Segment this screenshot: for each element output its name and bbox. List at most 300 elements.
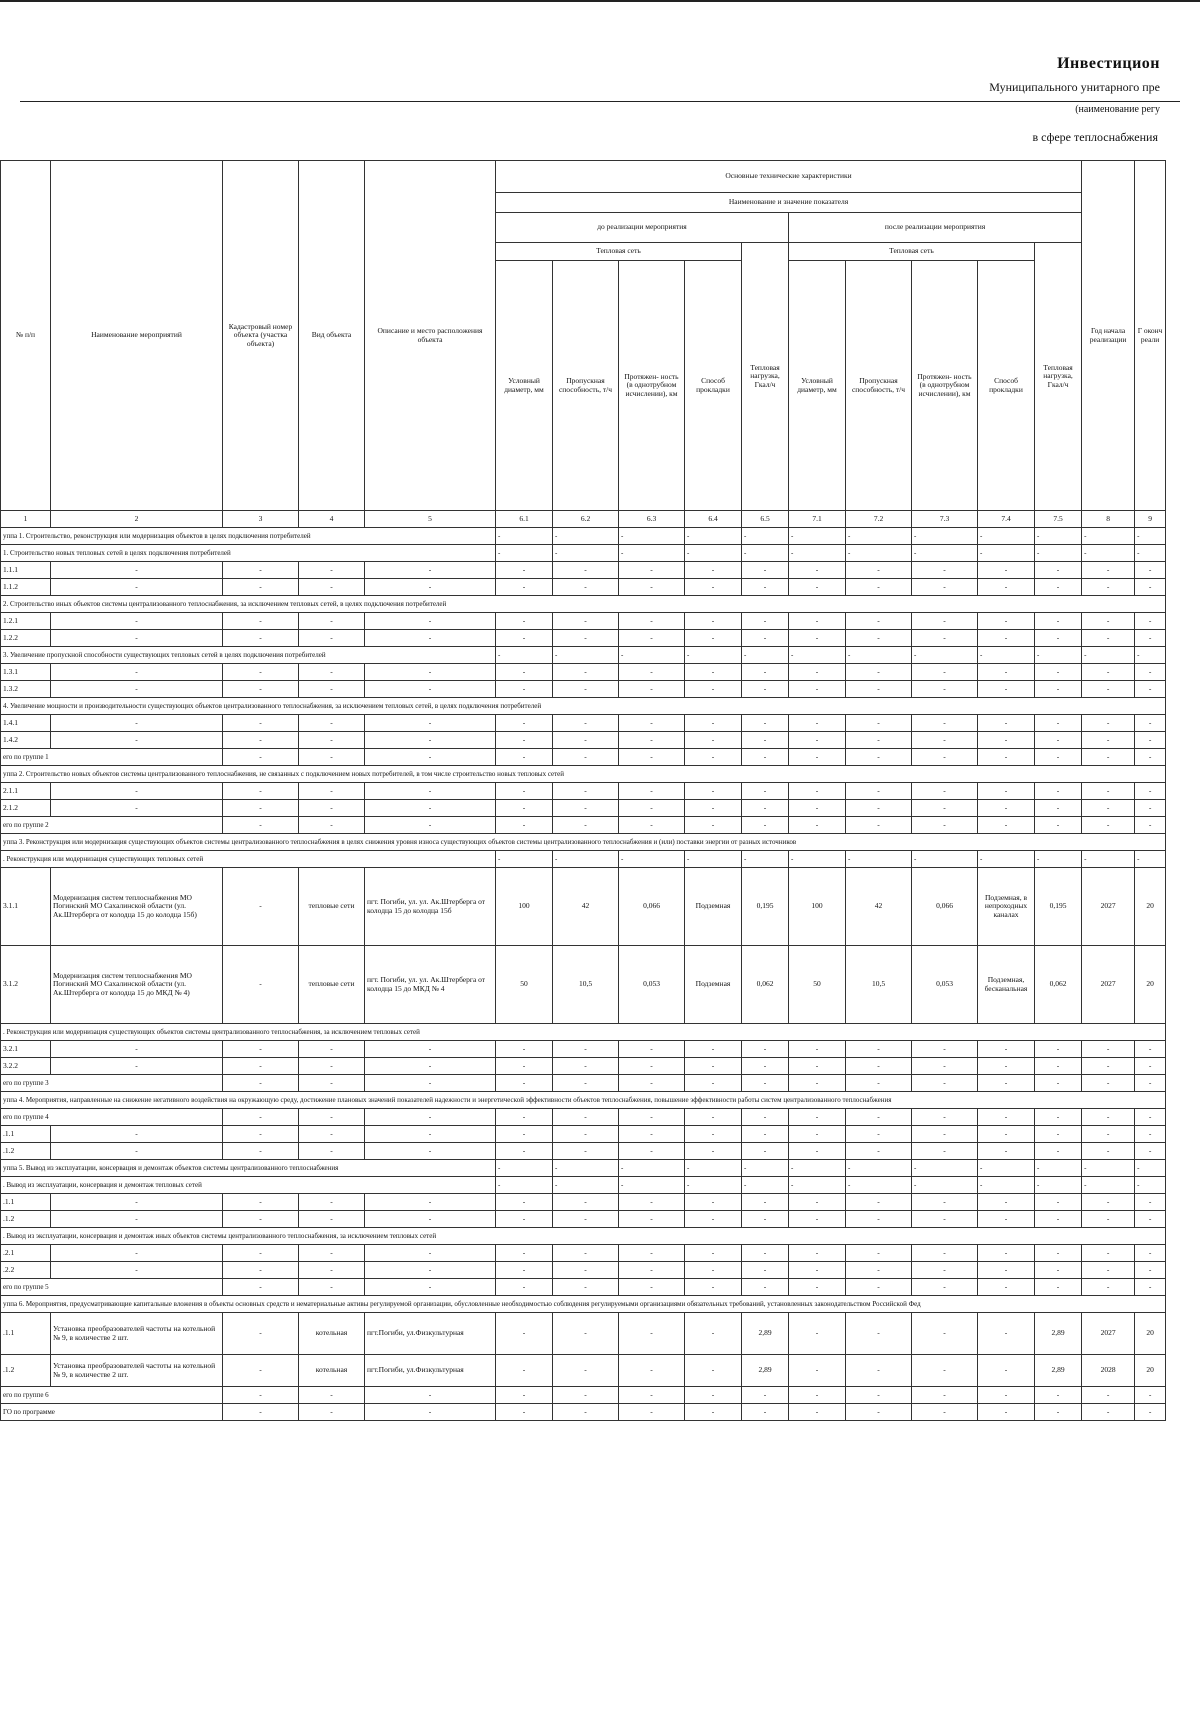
dash-cell: - xyxy=(789,1160,846,1177)
dash-cell: - xyxy=(365,817,496,834)
dash-cell: - xyxy=(685,647,742,664)
dash-cell: - xyxy=(742,1279,789,1296)
dash-cell: - xyxy=(51,1194,223,1211)
data-row xyxy=(1,1355,1166,1387)
dash-cell: - xyxy=(619,715,685,732)
dash-cell: - xyxy=(846,1211,912,1228)
dash-cell: - xyxy=(1135,1194,1166,1211)
header-start-year: Год начала реализации xyxy=(1082,161,1135,511)
dash-cell: - xyxy=(1135,528,1166,545)
value-cell: - xyxy=(496,1313,553,1355)
row-id: 1.3.2 xyxy=(1,681,51,698)
dash-cell: - xyxy=(912,1279,978,1296)
row-id: 1.2.2 xyxy=(1,630,51,647)
section-label: уппа 3. Реконструкция или модернизация существующих объектов системы централизованного теплоснабжения в целях снижения уровня износа существующих объектов системы централизованного теплоснабжения и (или) поставки энергии от разных источников xyxy=(1,834,1166,851)
organization-note: (наименование регу xyxy=(1075,104,1160,115)
dash-cell: - xyxy=(299,1126,365,1143)
dash-cell: - xyxy=(846,1387,912,1404)
dash-cell: - xyxy=(1082,1262,1135,1279)
dash-cell: - xyxy=(1035,681,1082,698)
dash-cell: - xyxy=(496,579,553,596)
dash-cell: - xyxy=(846,1279,912,1296)
dash-cell: - xyxy=(912,1387,978,1404)
dash-cell: - xyxy=(223,1387,299,1404)
dash-cell: - xyxy=(619,647,685,664)
column-number: 7.5 xyxy=(1035,511,1082,528)
dash-cell: - xyxy=(299,1404,365,1421)
value-cell: - xyxy=(789,1355,846,1387)
row-id: 1.4.2 xyxy=(1,732,51,749)
dash-cell: - xyxy=(789,1058,846,1075)
value-cell: 50 xyxy=(789,946,846,1024)
dash-cell: - xyxy=(619,664,685,681)
organization-name: Муниципального унитарного пре xyxy=(989,80,1160,94)
dash-cell: - xyxy=(1082,1075,1135,1092)
dash-cell: - xyxy=(365,1194,496,1211)
dash-cell: - xyxy=(742,1245,789,1262)
dash-cell: - xyxy=(619,528,685,545)
dash-cell: - xyxy=(365,715,496,732)
dash-cell: - xyxy=(912,1160,978,1177)
dash-cell: - xyxy=(846,1262,912,1279)
dash-cell: - xyxy=(496,562,553,579)
dash-cell: - xyxy=(685,783,742,800)
dash-cell: - xyxy=(51,1211,223,1228)
dash-cell: - xyxy=(365,1126,496,1143)
dash-cell: - xyxy=(978,851,1035,868)
dash-cell: - xyxy=(553,1279,619,1296)
dash-cell: - xyxy=(1035,1041,1082,1058)
value-cell: 10,5 xyxy=(553,946,619,1024)
row-id: .1.2 xyxy=(1,1143,51,1160)
dash-cell: - xyxy=(742,630,789,647)
dash-cell: - xyxy=(619,817,685,834)
dash-cell: - xyxy=(496,1194,553,1211)
dash-cell: - xyxy=(1082,562,1135,579)
table-row xyxy=(1,1211,1166,1228)
column-number: 5 xyxy=(365,511,496,528)
value-cell: 42 xyxy=(553,868,619,946)
value-cell: 10,5 xyxy=(846,946,912,1024)
section-row xyxy=(1,1092,1166,1109)
dash-cell: - xyxy=(299,1194,365,1211)
dash-cell: - xyxy=(299,1041,365,1058)
section-row xyxy=(1,545,1166,562)
dash-cell: - xyxy=(553,647,619,664)
table-body xyxy=(1,528,1166,1421)
cadastral-number: - xyxy=(223,946,299,1024)
dash-cell: - xyxy=(1135,1109,1166,1126)
dash-cell: - xyxy=(1135,1211,1166,1228)
dash-cell: - xyxy=(1135,800,1166,817)
total-label: его по группе 1 xyxy=(1,749,223,766)
dash-cell: - xyxy=(496,715,553,732)
dash-cell: - xyxy=(846,783,912,800)
dash-cell: - xyxy=(1035,1387,1082,1404)
dash-cell: - xyxy=(1082,749,1135,766)
total-label: его по группе 3 xyxy=(1,1075,223,1092)
dash-cell: - xyxy=(1082,1160,1135,1177)
table-row xyxy=(1,1194,1166,1211)
dash-cell: - xyxy=(912,1041,978,1058)
dash-cell: - xyxy=(978,749,1035,766)
dash-cell: - xyxy=(553,1058,619,1075)
section-row xyxy=(1,834,1166,851)
table-row xyxy=(1,783,1166,800)
dash-cell: - xyxy=(1135,647,1166,664)
dash-cell: - xyxy=(496,630,553,647)
dash-cell: - xyxy=(496,1041,553,1058)
row-id: .1.2 xyxy=(1,1355,51,1387)
dash-cell: - xyxy=(553,1160,619,1177)
dash-cell: - xyxy=(299,630,365,647)
dash-cell: - xyxy=(846,1058,912,1075)
dash-cell: - xyxy=(223,715,299,732)
dash-cell: - xyxy=(496,647,553,664)
dash-cell: - xyxy=(742,681,789,698)
column-number: 6.5 xyxy=(742,511,789,528)
dash-cell: - xyxy=(496,1177,553,1194)
row-id: .2.2 xyxy=(1,1262,51,1279)
total-label: его по группе 6 xyxy=(1,1387,223,1404)
section-row xyxy=(1,766,1166,783)
total-row xyxy=(1,1404,1166,1421)
dash-cell: - xyxy=(685,715,742,732)
dash-cell: - xyxy=(685,664,742,681)
dash-cell: - xyxy=(1082,1387,1135,1404)
measure-name: Установка преобразователей частоты на котельной № 9, в количестве 2 шт. xyxy=(51,1355,223,1387)
dash-cell: - xyxy=(496,851,553,868)
dash-cell: - xyxy=(1035,1211,1082,1228)
dash-cell: - xyxy=(1135,817,1166,834)
dash-cell: - xyxy=(1082,1058,1135,1075)
dash-cell: - xyxy=(553,1211,619,1228)
dash-cell: - xyxy=(365,1058,496,1075)
dash-cell: - xyxy=(619,630,685,647)
dash-cell: - xyxy=(1082,647,1135,664)
dash-cell: - xyxy=(619,783,685,800)
dash-cell: - xyxy=(1035,630,1082,647)
value-cell: 0,066 xyxy=(619,868,685,946)
dash-cell: - xyxy=(685,800,742,817)
value-cell: - xyxy=(978,1355,1035,1387)
dash-cell: - xyxy=(789,545,846,562)
dash-cell: - xyxy=(51,1041,223,1058)
table-row xyxy=(1,1245,1166,1262)
value-cell: Подземная, в непроходных каналах xyxy=(978,868,1035,946)
dash-cell: - xyxy=(742,1160,789,1177)
dash-cell: - xyxy=(619,1143,685,1160)
section-label: 1. Строительство новых тепловых сетей в целях подключения потребителей xyxy=(1,545,496,562)
value-cell: 42 xyxy=(846,868,912,946)
dash-cell: - xyxy=(496,613,553,630)
header-diam-after: Условный диаметр, мм xyxy=(789,261,846,511)
dash-cell: - xyxy=(1135,851,1166,868)
dash-cell: - xyxy=(553,1177,619,1194)
dash-cell: - xyxy=(553,1075,619,1092)
dash-cell: - xyxy=(51,783,223,800)
table-row xyxy=(1,732,1166,749)
row-id: 1.2.1 xyxy=(1,613,51,630)
section-label: 4. Увеличение мощности и производительности существующих объектов централизованного теплоснабжения, за исключением тепловых сетей, в целях подключения потребителей xyxy=(1,698,1166,715)
dash-cell: - xyxy=(365,579,496,596)
section-label: . Реконструкция или модернизация существующих тепловых сетей xyxy=(1,851,496,868)
top-border xyxy=(0,0,1200,2)
dash-cell: - xyxy=(496,783,553,800)
dash-cell: - xyxy=(365,1041,496,1058)
dash-cell: - xyxy=(1135,681,1166,698)
dash-cell: - xyxy=(912,732,978,749)
investment-program-table xyxy=(0,160,1166,1421)
dash-cell: - xyxy=(1035,1058,1082,1075)
row-id: 1.1.2 xyxy=(1,579,51,596)
value-cell: - xyxy=(846,1313,912,1355)
dash-cell: - xyxy=(685,1194,742,1211)
dash-cell: - xyxy=(685,1041,742,1058)
dash-cell: - xyxy=(978,1245,1035,1262)
dash-cell: - xyxy=(299,1387,365,1404)
dash-cell: - xyxy=(846,681,912,698)
dash-cell: - xyxy=(1035,783,1082,800)
dash-cell: - xyxy=(912,783,978,800)
section-row xyxy=(1,596,1166,613)
data-row xyxy=(1,1313,1166,1355)
dash-cell: - xyxy=(685,545,742,562)
total-row xyxy=(1,1279,1166,1296)
dash-cell: - xyxy=(846,1160,912,1177)
dash-cell: - xyxy=(1135,1126,1166,1143)
dash-cell: - xyxy=(1082,800,1135,817)
dash-cell: - xyxy=(742,1109,789,1126)
dash-cell: - xyxy=(978,1211,1035,1228)
dash-cell: - xyxy=(553,562,619,579)
dash-cell: - xyxy=(223,664,299,681)
dash-cell: - xyxy=(1082,528,1135,545)
dash-cell: - xyxy=(789,1262,846,1279)
dash-cell: - xyxy=(789,647,846,664)
dash-cell: - xyxy=(619,1387,685,1404)
dash-cell: - xyxy=(912,664,978,681)
data-row xyxy=(1,946,1166,1024)
dash-cell: - xyxy=(496,545,553,562)
dash-cell: - xyxy=(1035,1075,1082,1092)
dash-cell: - xyxy=(846,613,912,630)
dash-cell: - xyxy=(1035,562,1082,579)
dash-cell: - xyxy=(685,1075,742,1092)
dash-cell: - xyxy=(846,817,912,834)
dash-cell: - xyxy=(1135,1160,1166,1177)
dash-cell: - xyxy=(789,1143,846,1160)
dash-cell: - xyxy=(223,1245,299,1262)
dash-cell: - xyxy=(1082,545,1135,562)
dash-cell: - xyxy=(365,749,496,766)
row-id: .1.1 xyxy=(1,1126,51,1143)
section-label: уппа 2. Строительство новых объектов системы централизованного теплоснабжения, не связанных с подключением новых потребителей, в том числе строительство новых тепловых сетей xyxy=(1,766,1166,783)
dash-cell: - xyxy=(1135,562,1166,579)
header-load-before: Тепловая нагрузка, Гкал/ч xyxy=(742,243,789,511)
header-end-year: Г оконч реали xyxy=(1135,161,1166,511)
dash-cell: - xyxy=(685,732,742,749)
dash-cell: - xyxy=(51,715,223,732)
dash-cell: - xyxy=(912,1143,978,1160)
dash-cell: - xyxy=(789,1075,846,1092)
dash-cell: - xyxy=(299,1143,365,1160)
object-kind: тепловые сети xyxy=(299,868,365,946)
dash-cell: - xyxy=(978,1177,1035,1194)
dash-cell: - xyxy=(619,579,685,596)
dash-cell: - xyxy=(619,613,685,630)
dash-cell: - xyxy=(553,630,619,647)
dash-cell: - xyxy=(299,1058,365,1075)
dash-cell: - xyxy=(1082,1177,1135,1194)
dash-cell: - xyxy=(1035,1143,1082,1160)
dash-cell: - xyxy=(299,800,365,817)
value-cell: 0,053 xyxy=(619,946,685,1024)
column-number: 6.2 xyxy=(553,511,619,528)
dash-cell: - xyxy=(299,664,365,681)
dash-cell: - xyxy=(912,630,978,647)
dash-cell: - xyxy=(742,1143,789,1160)
dash-cell: - xyxy=(742,562,789,579)
section-row xyxy=(1,1160,1166,1177)
header-length-after: Протяжен- ность (в однотрубном исчислении), км xyxy=(912,261,978,511)
value-cell: 0,062 xyxy=(742,946,789,1024)
dash-cell: - xyxy=(789,1279,846,1296)
header-name: Наименование мероприятий xyxy=(51,161,223,511)
dash-cell: - xyxy=(846,1041,912,1058)
dash-cell: - xyxy=(553,817,619,834)
dash-cell: - xyxy=(912,1245,978,1262)
cadastral-number: - xyxy=(223,1313,299,1355)
dash-cell: - xyxy=(51,613,223,630)
dash-cell: - xyxy=(553,1404,619,1421)
dash-cell: - xyxy=(1135,1279,1166,1296)
dash-cell: - xyxy=(553,528,619,545)
dash-cell: - xyxy=(742,613,789,630)
dash-cell: - xyxy=(978,1109,1035,1126)
dash-cell: - xyxy=(978,1279,1035,1296)
table-row xyxy=(1,664,1166,681)
dash-cell: - xyxy=(742,579,789,596)
dash-cell: - xyxy=(685,1177,742,1194)
value-cell: 2027 xyxy=(1082,1313,1135,1355)
dash-cell: - xyxy=(978,1262,1035,1279)
dash-cell: - xyxy=(299,613,365,630)
dash-cell: - xyxy=(685,749,742,766)
dash-cell: - xyxy=(1035,1262,1082,1279)
dash-cell: - xyxy=(365,664,496,681)
object-kind: котельная xyxy=(299,1355,365,1387)
dash-cell: - xyxy=(51,579,223,596)
dash-cell: - xyxy=(1135,613,1166,630)
data-row xyxy=(1,868,1166,946)
dash-cell: - xyxy=(685,613,742,630)
dash-cell: - xyxy=(978,528,1035,545)
dash-cell: - xyxy=(742,1211,789,1228)
value-cell: - xyxy=(912,1313,978,1355)
dash-cell: - xyxy=(978,613,1035,630)
column-number: 2 xyxy=(51,511,223,528)
dash-cell: - xyxy=(1035,1245,1082,1262)
dash-cell: - xyxy=(789,732,846,749)
dash-cell: - xyxy=(553,681,619,698)
value-cell: - xyxy=(619,1355,685,1387)
dash-cell: - xyxy=(553,851,619,868)
dash-cell: - xyxy=(789,579,846,596)
column-numbers-row xyxy=(1,511,1166,528)
column-number: 7.3 xyxy=(912,511,978,528)
dash-cell: - xyxy=(789,528,846,545)
dash-cell: - xyxy=(1082,1143,1135,1160)
dash-cell: - xyxy=(789,681,846,698)
dash-cell: - xyxy=(685,1143,742,1160)
dash-cell: - xyxy=(1035,1279,1082,1296)
dash-cell: - xyxy=(619,1058,685,1075)
dash-cell: - xyxy=(223,732,299,749)
dash-cell: - xyxy=(496,1245,553,1262)
dash-cell: - xyxy=(619,1211,685,1228)
measure-name: Установка преобразователей частоты на котельной № 9, в количестве 2 шт. xyxy=(51,1313,223,1355)
dash-cell: - xyxy=(789,1109,846,1126)
total-label: его по группе 2 xyxy=(1,817,223,834)
dash-cell: - xyxy=(978,1404,1035,1421)
column-number: 7.2 xyxy=(846,511,912,528)
column-number: 6.1 xyxy=(496,511,553,528)
dash-cell: - xyxy=(846,1194,912,1211)
dash-cell: - xyxy=(978,783,1035,800)
dash-cell: - xyxy=(299,817,365,834)
table-row xyxy=(1,1058,1166,1075)
dash-cell: - xyxy=(553,783,619,800)
dash-cell: - xyxy=(978,579,1035,596)
dash-cell: - xyxy=(789,783,846,800)
dash-cell: - xyxy=(223,1211,299,1228)
dash-cell: - xyxy=(789,851,846,868)
dash-cell: - xyxy=(978,1126,1035,1143)
dash-cell: - xyxy=(912,817,978,834)
dash-cell: - xyxy=(496,1160,553,1177)
dash-cell: - xyxy=(1135,783,1166,800)
object-description: пгт. Погиби, ул. ул. Ак.Штерберга от колодца 15 до колодца 15б xyxy=(365,868,496,946)
dash-cell: - xyxy=(742,1177,789,1194)
dash-cell: - xyxy=(1082,681,1135,698)
total-label: его по группе 4 xyxy=(1,1109,223,1126)
dash-cell: - xyxy=(685,1404,742,1421)
dash-cell: - xyxy=(978,562,1035,579)
dash-cell: - xyxy=(365,1245,496,1262)
dash-cell: - xyxy=(685,1211,742,1228)
dash-cell: - xyxy=(365,613,496,630)
dash-cell: - xyxy=(299,715,365,732)
dash-cell: - xyxy=(365,1109,496,1126)
object-description: пгт. Погиби, ул. ул. Ак.Штерберга от колодца 15 до МКД № 4 xyxy=(365,946,496,1024)
dash-cell: - xyxy=(912,1211,978,1228)
sphere-label: в сфере теплоснабжения xyxy=(1032,130,1158,144)
dash-cell: - xyxy=(51,681,223,698)
dash-cell: - xyxy=(1135,749,1166,766)
total-label: ГО по программе xyxy=(1,1404,223,1421)
dash-cell: - xyxy=(846,579,912,596)
value-cell: 2,89 xyxy=(742,1313,789,1355)
dash-cell: - xyxy=(51,664,223,681)
dash-cell: - xyxy=(1082,1126,1135,1143)
dash-cell: - xyxy=(742,800,789,817)
dash-cell: - xyxy=(1035,749,1082,766)
header-before: до реализации мероприятия xyxy=(496,213,789,243)
dash-cell: - xyxy=(365,562,496,579)
dash-cell: - xyxy=(846,851,912,868)
dash-cell: - xyxy=(846,1404,912,1421)
